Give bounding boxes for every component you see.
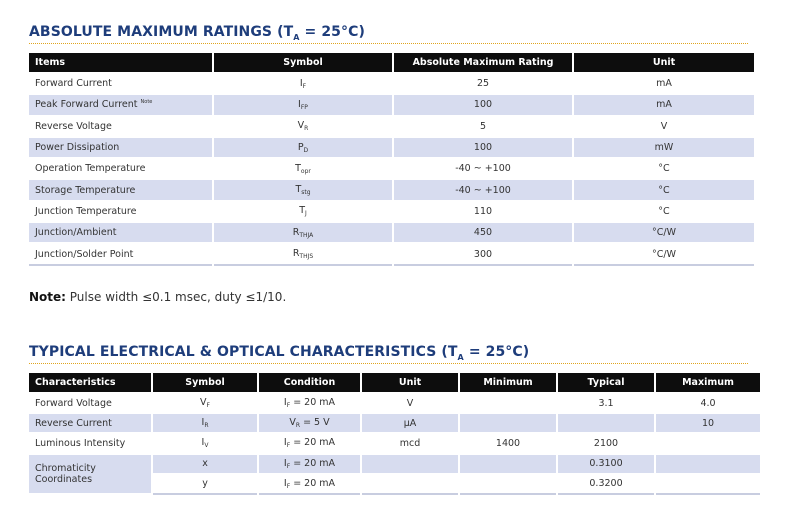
typ-unit-cell (362, 475, 458, 495)
symbol-letter: I (201, 437, 205, 449)
abs-rating-cell: 25 (394, 74, 572, 95)
abs-unit-cell: °C (574, 202, 754, 223)
typ-maximum-cell (656, 434, 760, 454)
symbol-subscript: THJS (299, 253, 314, 261)
typ-characteristic-cell: Chromaticity Coordinates (29, 455, 151, 495)
abs-title-subscript: A (293, 32, 300, 42)
typ-typical-cell: 2100 (558, 434, 654, 454)
typ-characteristic-cell: Luminous Intensity (29, 434, 151, 454)
symbol-subscript: R (204, 422, 209, 430)
note-text: Pulse width ≤0.1 msec, duty ≤1/10. (65, 290, 287, 304)
abs-symbol-cell (214, 244, 392, 265)
abs-table-row (29, 202, 754, 223)
typ-header-symbol: Symbol (153, 373, 257, 394)
symbol-subscript: F (302, 82, 307, 90)
abs-item-cell (29, 202, 212, 223)
symbol-letter: I (299, 77, 303, 89)
typ-symbol-cell: y (153, 475, 257, 495)
typ-title-subscript: A (457, 352, 464, 362)
condition-symbol: I (283, 397, 287, 409)
condition-value: = 5 V (300, 417, 330, 429)
abs-unit-cell: mA (574, 95, 754, 116)
abs-symbol-cell (214, 74, 392, 95)
abs-table-row (29, 138, 754, 159)
condition-value: = 20 mA (290, 397, 336, 409)
condition-subscript: F (286, 462, 291, 470)
condition-value: = 20 mA (290, 437, 336, 449)
symbol-letter: R (292, 248, 300, 260)
typ-symbol-cell (153, 434, 257, 454)
typ-condition-cell (259, 475, 360, 495)
abs-rating-cell: 110 (394, 202, 572, 223)
abs-header-symbol: Symbol (214, 53, 392, 74)
abs-item-cell (29, 244, 212, 265)
typ-maximum-cell: 4.0 (656, 394, 760, 414)
abs-item-cell (29, 159, 212, 180)
typ-table-row (29, 434, 760, 454)
typ-header-maximum: Maximum (656, 373, 760, 394)
typ-table-row (29, 455, 760, 475)
condition-subscript: R (295, 422, 301, 430)
abs-unit-cell: V (574, 117, 754, 138)
typ-header-condition: Condition (259, 373, 360, 394)
abs-unit-cell: mA (574, 74, 754, 95)
abs-unit-cell: °C/W (574, 244, 754, 265)
abs-header-items: Items (29, 53, 212, 74)
typ-characteristic-cell: Reverse Current (29, 414, 151, 434)
abs-item-label: Operation Temperature (35, 163, 146, 175)
typ-section-title (29, 344, 529, 362)
typical-characteristics-table (27, 373, 762, 495)
abs-symbol-cell (214, 138, 392, 159)
abs-unit-cell: °C (574, 180, 754, 201)
abs-header-row (29, 53, 754, 74)
abs-item-label: Junction/Ambient (35, 227, 117, 239)
condition-value: = 20 mA (290, 477, 336, 489)
abs-item-cell (29, 117, 212, 138)
abs-table-row (29, 74, 754, 95)
abs-item-label: Peak Forward Current (35, 99, 138, 111)
abs-title-suffix: = 25°C) (299, 24, 365, 40)
typ-unit-cell: V (362, 394, 458, 414)
abs-item-label: Storage Temperature (35, 184, 136, 196)
abs-item-note-marker: Note (140, 99, 153, 106)
abs-table-row (29, 244, 754, 265)
abs-item-cell (29, 74, 212, 95)
condition-symbol: I (283, 437, 287, 449)
typ-header-minimum: Minimum (460, 373, 556, 394)
abs-rating-cell: 300 (394, 244, 572, 265)
symbol-letter: V (200, 397, 207, 409)
abs-item-cell (29, 180, 212, 201)
symbol-letter: T (299, 205, 306, 217)
typ-condition-cell (259, 394, 360, 414)
symbol-subscript: FP (300, 103, 308, 111)
typ-minimum-cell (460, 414, 556, 434)
abs-title-text: ABSOLUTE MAXIMUM RATINGS (T (29, 24, 294, 40)
typ-condition-cell (259, 414, 360, 434)
abs-symbol-cell (214, 223, 392, 244)
typ-minimum-cell (460, 455, 556, 475)
abs-table-body (29, 74, 754, 266)
abs-rating-cell: 100 (394, 138, 572, 159)
condition-subscript: F (286, 482, 291, 490)
abs-table-row (29, 95, 754, 116)
symbol-letter: T (295, 162, 301, 174)
abs-item-label: Reverse Voltage (35, 120, 112, 132)
abs-item-cell (29, 223, 212, 244)
condition-symbol: I (283, 457, 287, 469)
pulse-width-note (29, 290, 286, 304)
note-label: Note: (29, 290, 66, 304)
typ-title-rule (29, 363, 748, 364)
abs-item-cell (29, 138, 212, 159)
typ-header-unit: Unit (362, 373, 458, 394)
symbol-letter: T (295, 184, 302, 196)
typ-maximum-cell (656, 455, 760, 475)
symbol-subscript: D (303, 146, 309, 154)
abs-symbol-cell (214, 202, 392, 223)
symbol-letter: P (297, 141, 304, 153)
typ-header-typical: Typical (558, 373, 654, 394)
typ-unit-cell: mcd (362, 434, 458, 454)
typ-typical-cell: 0.3200 (558, 475, 654, 495)
typ-typical-cell: 0.3100 (558, 455, 654, 475)
typ-unit-cell: µA (362, 414, 458, 434)
condition-symbol: V (289, 417, 296, 429)
symbol-subscript: J (305, 210, 307, 218)
abs-unit-cell: mW (574, 138, 754, 159)
abs-title-rule (29, 43, 748, 44)
abs-table-row (29, 223, 754, 244)
typ-maximum-cell (656, 475, 760, 495)
condition-subscript: F (286, 442, 291, 450)
typ-condition-cell (259, 434, 360, 454)
abs-symbol-cell (214, 159, 392, 180)
symbol-subscript: F (206, 402, 210, 410)
symbol-letter: I (201, 417, 205, 429)
symbol-letter: R (292, 226, 300, 238)
abs-section-title (29, 24, 365, 42)
typ-title-text: TYPICAL ELECTRICAL & OPTICAL CHARACTERISTICS (T (29, 344, 458, 360)
abs-unit-cell: °C (574, 159, 754, 180)
typ-table-row (29, 394, 760, 414)
abs-symbol-cell (214, 117, 392, 138)
typ-symbol-cell (153, 414, 257, 434)
typ-condition-cell (259, 455, 360, 475)
symbol-subscript: V (204, 442, 209, 450)
abs-rating-cell: 450 (394, 223, 572, 244)
abs-rating-cell: -40 ~ +100 (394, 159, 572, 180)
abs-unit-cell: °C/W (574, 223, 754, 244)
abs-item-label: Junction Temperature (35, 205, 137, 217)
typ-title-suffix: = 25°C) (463, 344, 530, 360)
abs-table-row (29, 159, 754, 180)
typ-header-row (29, 373, 760, 394)
abs-item-cell (29, 95, 212, 116)
abs-item-label: Forward Current (35, 78, 112, 90)
condition-value: = 20 mA (290, 457, 336, 469)
typ-typical-cell: 3.1 (558, 394, 654, 414)
abs-header-rating: Absolute Maximum Rating (394, 53, 572, 74)
symbol-subscript: stg (301, 189, 311, 197)
abs-rating-cell: 100 (394, 95, 572, 116)
typ-table-body (29, 394, 760, 495)
typ-symbol-cell: x (153, 455, 257, 475)
typ-minimum-cell: 1400 (460, 434, 556, 454)
condition-symbol: I (283, 477, 287, 489)
typ-typical-cell (558, 414, 654, 434)
typ-header-characteristics: Characteristics (29, 373, 151, 394)
abs-symbol-cell (214, 180, 392, 201)
symbol-subscript: R (304, 125, 309, 133)
condition-subscript: F (286, 402, 291, 410)
abs-item-label: Junction/Solder Point (35, 248, 134, 260)
typ-symbol-cell (153, 394, 257, 414)
abs-item-label: Power Dissipation (35, 142, 120, 154)
typ-table-row (29, 414, 760, 434)
symbol-letter: V (297, 120, 305, 132)
abs-table-row (29, 117, 754, 138)
abs-rating-cell: 5 (394, 117, 572, 138)
abs-rating-cell: -40 ~ +100 (394, 180, 572, 201)
typ-characteristic-cell: Forward Voltage (29, 394, 151, 414)
abs-symbol-cell (214, 95, 392, 116)
abs-max-ratings-table (27, 53, 756, 266)
abs-table-row (29, 180, 754, 201)
abs-header-unit: Unit (574, 53, 754, 74)
symbol-subscript: THJA (299, 231, 314, 239)
typ-minimum-cell (460, 394, 556, 414)
typ-unit-cell (362, 455, 458, 475)
symbol-subscript: opr (300, 167, 311, 175)
symbol-letter: I (298, 98, 301, 110)
typ-maximum-cell: 10 (656, 414, 760, 434)
typ-minimum-cell (460, 475, 556, 495)
